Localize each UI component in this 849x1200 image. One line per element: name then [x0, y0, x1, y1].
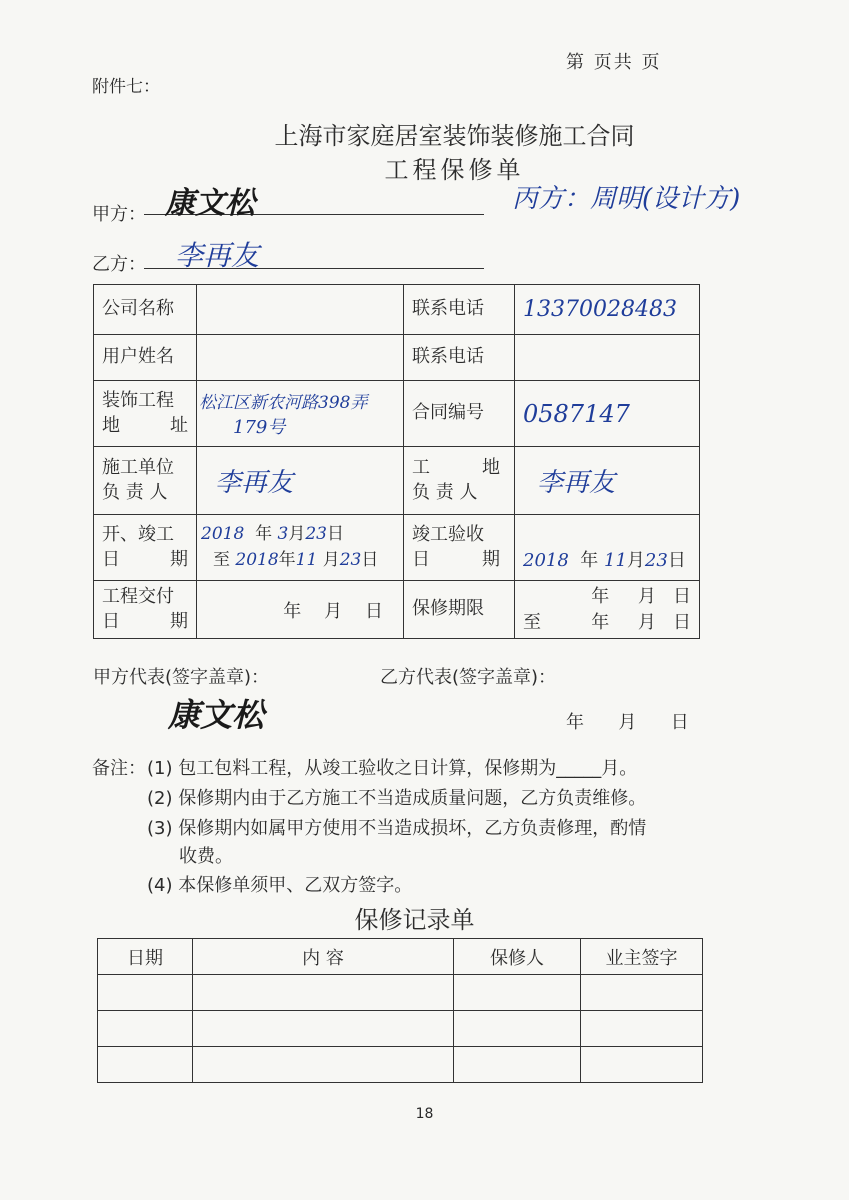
contact-phone-value-2: [515, 335, 700, 381]
party-a-signature: 康文松: [165, 186, 255, 221]
note-4: (4) 本保修单须甲、乙双方签字。: [147, 875, 413, 897]
table-row: [94, 335, 700, 381]
address-line1: 松江区新农河路398弄: [199, 393, 368, 413]
page-number: 18: [415, 1106, 434, 1122]
user-name-label: 用户姓名: [94, 335, 197, 381]
warranty-period-value: 年 月 日 至 年 月 日: [515, 581, 700, 639]
acceptance-date-label: 竣工验收 日 期: [404, 515, 515, 581]
note-1: (1) 包工包料工程，从竣工验收之日计算，保修期为_____月。: [147, 758, 638, 779]
contact-phone-label: 联系电话: [404, 285, 515, 335]
site-person-label: 工 地 负 责 人: [404, 447, 515, 515]
warranty-period-label: 保修期限: [404, 581, 515, 639]
company-name-value: [197, 285, 404, 335]
party-a-rep-label: 甲方代表(签字盖章)：: [93, 667, 270, 688]
table-row: [94, 285, 700, 335]
note-3-cont: 收费。: [179, 846, 233, 868]
party-a-label: 甲方：: [92, 204, 146, 225]
table-row: [94, 515, 700, 581]
contract-number-value: 0587147: [523, 399, 630, 428]
notes-list: [147, 755, 707, 901]
record-header-owner-sign: 业主签字: [581, 939, 703, 975]
contract-number-label: 合同编号: [404, 381, 515, 447]
note-2: (2) 保修期内由于乙方施工不当造成质量问题，乙方负责维修。: [147, 787, 647, 809]
warranty-info-table: [93, 284, 700, 639]
table-row: [98, 975, 703, 1011]
party-b-signature: 李再友: [175, 239, 260, 272]
table-row: [98, 1011, 703, 1047]
table-row: [98, 1047, 703, 1083]
record-header-row: [98, 939, 703, 975]
contract-title: 上海市家庭居室装饰装修施工合同: [274, 122, 635, 150]
dates-label: 开、竣工 日 期: [94, 515, 197, 581]
party-a-rep-signature: 康文松: [168, 696, 265, 734]
acceptance-date-value: 2018 年 11月23日: [515, 515, 700, 581]
project-address-value: [197, 381, 404, 447]
user-name-value: [197, 335, 404, 381]
company-name-label: 公司名称: [94, 285, 197, 335]
project-label-line1: 装饰工程: [102, 390, 174, 412]
table-row: [94, 447, 700, 515]
table-row: [94, 581, 700, 639]
project-address-label: [94, 381, 197, 447]
record-title: 保修记录单: [354, 906, 475, 934]
delivery-date-value: 年 月 日: [197, 581, 404, 639]
phone-value: 13370028483: [523, 297, 677, 322]
form-title: 工程保修单: [384, 156, 525, 184]
record-header-repairer: 保修人: [454, 939, 581, 975]
party-c-handwritten: 丙方：周明(设计方): [512, 184, 741, 214]
record-header-date: 日期: [98, 939, 193, 975]
unit-person-label: 施工单位 负 责 人: [94, 447, 197, 515]
contact-phone-label-2: 联系电话: [404, 335, 515, 381]
page-count-header: 第 页共 页: [566, 52, 662, 73]
record-header-content: 内 容: [193, 939, 454, 975]
party-b-rep-label: 乙方代表(签字盖章)：: [380, 667, 557, 688]
table-row: [94, 381, 700, 447]
site-person-value: 李再友: [515, 447, 700, 515]
project-label-line2: 地 址: [102, 414, 188, 436]
rep-date: 年 月 日: [566, 712, 689, 733]
attachment-label: 附件七：: [92, 77, 160, 97]
address-line2: 179号: [233, 417, 286, 438]
unit-person-value: 李再友: [197, 447, 404, 515]
delivery-date-label: 工程交付 日 期: [94, 581, 197, 639]
party-b-label: 乙方：: [92, 254, 146, 275]
note-3: (3) 保修期内如属甲方使用不当造成损坏，乙方负责修理，酌情: [147, 817, 647, 839]
notes-prefix: 备注：: [92, 758, 146, 779]
dates-value: 2018 年 3月23日 至 2018年11 月23日: [197, 515, 404, 581]
warranty-record-table: [97, 938, 703, 1083]
